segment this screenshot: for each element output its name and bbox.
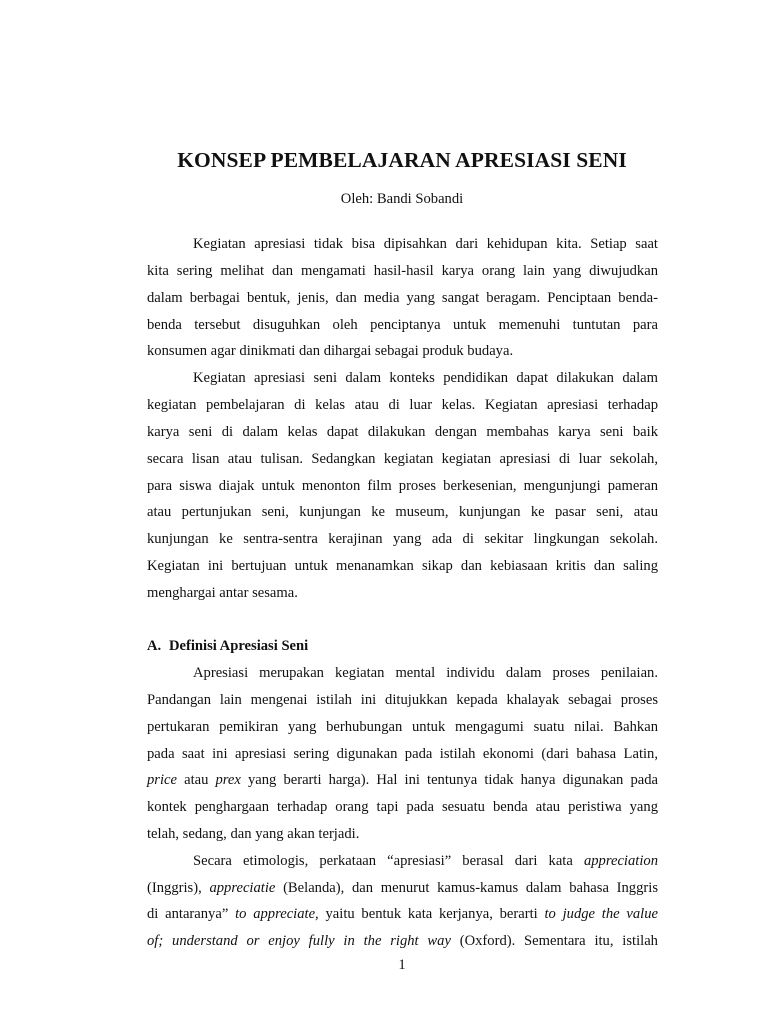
text-run: Secara etimologis, perkataan “apresiasi” berasal dari kata — [193, 853, 584, 869]
paragraph-line: kegiatan pembelajaran di kelas atau di luar kelas. Kegiatan apresiasi terhadap — [147, 397, 658, 413]
text-run: yaitu bentuk kata kerjanya, berarti — [318, 906, 545, 922]
text-run: (Belanda), dan menurut kamus-kamus dalam bahasa Inggris — [275, 880, 658, 896]
paragraph-line — [193, 851, 658, 871]
page-number: 1 — [398, 957, 406, 973]
paragraph-line: pertukaran pemikiran yang berhubungan untuk mengagumi suatu nilai. Bahkan — [147, 719, 658, 735]
text-run: atau — [177, 772, 216, 788]
paragraph-line: Apresiasi merupakan kegiatan mental individu dalam proses penilaian. — [193, 665, 658, 681]
paragraph-line: kita sering melihat dan mengamati hasil-hasil karya orang lain yang diwujudkan — [147, 263, 658, 279]
paragraph-line: konsumen agar dinikmati dan dihargai sebagai produk budaya. — [147, 343, 514, 359]
paragraph-line: menghargai antar sesama. — [147, 585, 298, 601]
italic-term: to appreciate, — [235, 906, 319, 922]
section-heading — [147, 636, 308, 656]
paragraph-line — [147, 931, 658, 951]
paragraph-line: kunjungan ke sentra-sentra kerajinan yang ada di sekitar lingkungan sekolah. — [147, 531, 658, 547]
text-run: di antaranya” — [147, 906, 236, 922]
paragraph-line: Kegiatan apresiasi seni dalam konteks pendidikan dapat dilakukan dalam — [193, 370, 658, 386]
text-run: yang berarti harga). Hal ini tentunya tidak hanya digunakan pada — [240, 772, 658, 788]
italic-term: price — [147, 772, 177, 788]
text-run: (Oxford). Sementara itu, istilah — [450, 933, 658, 949]
paragraph-line: telah, sedang, dan yang akan terjadi. — [147, 826, 360, 842]
italic-term: of; understand or enjoy fully in the right way — [147, 933, 451, 949]
paragraph-line: secara lisan atau tulisan. Sedangkan kegiatan kegiatan apresiasi di luar sekolah, — [147, 451, 658, 467]
italic-term: to judge the value — [544, 906, 659, 922]
paragraph-line: Kegiatan ini bertujuan untuk menanamkan sikap dan kebiasaan kritis dan saling — [147, 558, 658, 574]
paragraph-line: pada saat ini apresiasi sering digunakan pada istilah ekonomi (dari bahasa Latin, — [147, 746, 658, 762]
italic-term: prex — [215, 772, 241, 788]
paragraph-line: kontek penghargaan terhadap orang tapi pada sesuatu benda atau peristiwa yang — [147, 799, 658, 815]
section-letter: A. — [147, 638, 162, 654]
paragraph-line: atau pertunjukan seni, kunjungan ke museum, kunjungan ke pasar seni, atau — [147, 504, 658, 520]
italic-term: appreciatie — [209, 880, 276, 896]
section-heading-text: Definisi Apresiasi Seni — [169, 638, 309, 654]
document-title: KONSEP PEMBELAJARAN APRESIASI SENI — [177, 148, 627, 172]
text-run: (Inggris), — [147, 880, 210, 896]
paragraph-line: Kegiatan apresiasi tidak bisa dipisahkan dari kehidupan kita. Setiap saat — [193, 236, 658, 252]
author-line: Oleh: Bandi Sobandi — [340, 191, 464, 207]
paragraph-line — [147, 878, 658, 898]
paragraph-line: Pandangan lain mengenai istilah ini ditujukkan kepada khalayak sebagai proses — [147, 692, 658, 708]
paragraph-line: benda tersebut disuguhkan oleh penciptanya untuk memenuhi tuntutan para — [147, 317, 658, 333]
paragraph-line: para siswa diajak untuk menonton film proses berkesenian, mengunjungi pameran — [147, 478, 658, 494]
paragraph-line — [147, 904, 658, 924]
paragraph-line: dalam berbagai bentuk, jenis, dan media yang sangat beragam. Penciptaan benda- — [147, 290, 658, 306]
paragraph-line — [147, 770, 658, 790]
italic-term: appreciation — [583, 853, 658, 869]
paragraph-line: karya seni di dalam kelas dapat dilakukan dengan membahas karya seni baik — [147, 424, 658, 440]
